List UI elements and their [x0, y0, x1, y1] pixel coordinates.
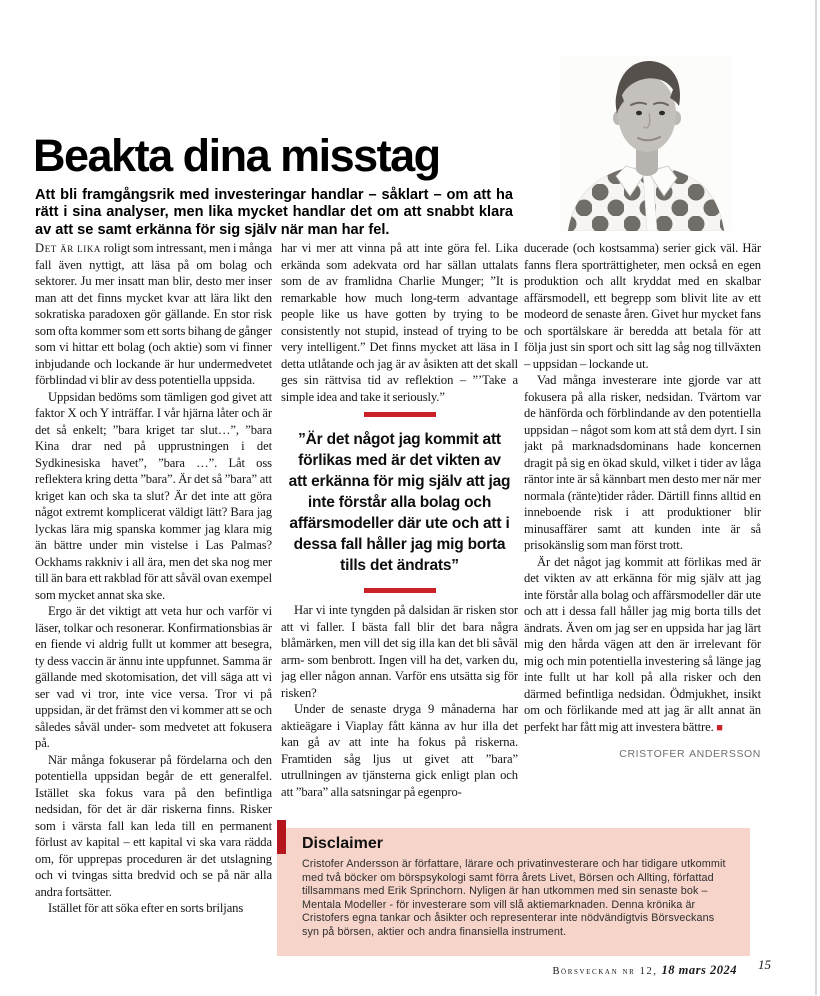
- disclaimer-text: Cristofer Andersson är författare, lärare och privatinvesterare och har tidigare utkommit med två böcker om börspsykologi samt förra årets Livet, Börsen och Allting, författad tillsammans med Erik Sprinchorn. Nyligen är han utkommen med sin senaste bok – Mentala Modeller - för investerare som vill slå aktiemarknaden. Denna krönika är Cristofers egna tankar och åsikter och representerar inte nödvändigtvis Börsveckans syn på börsen, aktier och andra finansiella instrument.: [302, 858, 726, 938]
- page-number: 15: [758, 957, 771, 972]
- issue-date: 18 mars 2024: [661, 963, 737, 977]
- paragraph-text: roligt som intressant, men i många fall även nyttigt, att läsa på om bolag och sektorer. Ju mer insatt man blir, desto mer inser man att det finns mycket kvar att lära likt den sokratiska paradoxen gör gällande. En stor risk som ofta kommer som ett sorts bihang de gånger som vi hittar ett bolag (och aktie) som vi finner inbjudande och lockande är hur undermedvetet förblindad vi blir av dess potentiella uppsida.: [35, 241, 272, 387]
- disclaimer-accent-bar: [277, 820, 286, 854]
- pull-quote-text: ”Är det något jag kommit att förlikas med är det vikten av att erkänna för mig själv att jag inte förstår alla bolag och affärsmodeller där ute och att i dessa fall håller jag mig borta tills det ändrats”: [288, 431, 511, 574]
- pull-quote: [281, 412, 518, 593]
- disclaimer-title: Disclaimer: [302, 835, 383, 852]
- portrait-illustration: [560, 56, 732, 231]
- article-column-1: [35, 240, 272, 996]
- end-of-article-icon: ■: [716, 721, 723, 734]
- pull-quote-bottom-rule: [364, 588, 436, 593]
- author-byline: CRISTOFER ANDERSSON: [619, 748, 761, 760]
- disclaimer-content: [277, 828, 750, 939]
- article-column-2: [281, 240, 518, 828]
- page-footer: [300, 961, 737, 979]
- article-paragraph: Vad många investerare inte gjorde var att fokusera på alla risker, nedsidan. Tvärtom var de hänförda och förblindande av den potentiella uppsidan – något som kom att stå dem dyrt. I sin jakt på marknadsdominans hade koncernen dragit på sig en ökad skuld, vilket i tider av låga räntor inte är så kännbart men desto mer när mer normala (ränte)tider råder. Därtill finns alltid en inneboende risk i att produktioner blir minusaffärer samt att kunden inte är så prisokänslig som man först trott.: [524, 373, 761, 552]
- article-paragraph: Ergo är det viktigt att veta hur och varför vi läser, tolkar och resonerar. Konfirmationsbias är en fiende vi aldrig fullt ut kommer att besegra, ty dess vaccin är ännu inte uppfunnet. Samma är gällande med skotomisation, det vill säga att vi ser vad vi tror, inte vice versa. Tror vi på uppsidan, är det främst den vi kommer att se och således såväl under- som medvetet att fokusera på.: [35, 604, 272, 750]
- article-paragraph: Har vi inte tyngden på dalsidan är risken stor att vi faller. I bästa fall blir det bara några blåmärken, men vill det sig illa kan det bli såväl arm- som benbrott. Ingen vill ha det, varken du, jag eller någon annan. Varför ens utsätta sig för risken?: [281, 603, 518, 700]
- paragraph-text: Är det något jag kommit att förlikas med är det vikten av att erkänna för mig själv att jag inte förstår alla bolag och affärsmodeller där ute och att i dessa fall håller jag mig borta tills det ändrats. Även om jag ser en uppsida har jag lärt mig den hårda vägen att den är irrelevant för mig och min potentiella investering så länge jag inte fullt ut har koll på alla risker och den därmed befintliga nedsidan. Ödmjukhet, insikt om och förlikande med att jag är allt annat än perfekt har fått mig att investera bättre.: [524, 554, 761, 734]
- article-paragraph: [524, 554, 761, 737]
- page-edge-divider: [815, 0, 817, 995]
- article-paragraph: ducerade (och kostsamma) serier gick väl. Här fanns flera sporträttigheter, men också en egen produktion och allt kryddat med en skalbar affärsmodell, ett begrepp som blivit lite av ett modeord de senaste åren. Givet hur mycket fans och sportälskare är beredda att betala för att följa just sin sport och sitt lag såg nog tillväxten – uppsidan – lockande ut.: [524, 241, 761, 371]
- article-paragraph: [35, 240, 272, 389]
- disclaimer-box: [277, 828, 750, 956]
- article-paragraph: har vi mer att vinna på att inte göra fel. Lika erkända som adekvata ord har sällan uttalats som de av framlidna Charlie Munger; ”It is remarkable how much long-term advantage people like us have gotten by trying to be consistently not stupid, instead of trying to be very intelligent.” Det finns mycket att läsa in I detta utlåtande och jag är av åsikten att det skall ges sin rättvisa tid av reflektion – ”’Take a simple idea and take it seriously.”: [281, 241, 518, 404]
- article-paragraph: Under de senaste dryga 9 månaderna har aktieägare i Viaplay fått känna av hur illa det kan gå av att inte ha fokus på riskerna. Framtiden såg ljus ut givet att ”bara” utrullningen av tjänsterna gick enligt plan och att ”bara” alla satsningar på egenpro-: [281, 702, 518, 799]
- article-paragraph: När många fokuserar på fördelarna och den potentiella uppsidan begår de ett generalfel. Istället ska fokus vara på den befintliga nedsidan, för det är där riskerna finns. Risker som i värsta fall kan leda till en permanent förlust av kapital – ett kapital vi ska vara rädda om, för upprepas proceduren är det utslagning och vi tvingas sitta bredvid och se på när alla andra fortsätter.: [35, 752, 272, 899]
- magazine-issue-label: Börsveckan nr 12,: [552, 966, 658, 977]
- smallcaps-lead-in: Det är lika: [35, 241, 102, 255]
- author-portrait-photo: [560, 56, 732, 231]
- page-title: Beakta dina misstag: [33, 130, 440, 182]
- article-paragraph: Istället för att söka efter en sorts briljans: [48, 901, 244, 915]
- article-paragraph: Uppsidan bedöms som tämligen god givet att faktor X och Y inträffar. I vår hjärna låter och är det så enkelt; ”bara kriget tar slut…”, ”bara Kina drar ned på upprustningen i det Sydkinesiska havet”, ”bara …”. Låt oss reflektera kring detta ”bara”. Är det så ”bara” att kriget kan och ska ta slut? Är det inte att göra något extremt komplicerat väldigt lätt? Bara jag lyckas lära mig spanska kommer jag klara mig än bättre under min vistelse i Las Palmas? Ockhams rakkniv i all ära, men det ska nog mer till än bara ett rakblad för att såväl ovan exempel som mycket annat ska ske.: [35, 389, 272, 602]
- pull-quote-top-rule: [364, 412, 436, 417]
- article-column-3: [524, 240, 761, 840]
- lead-paragraph: Att bli framgångsrik med investeringar handlar – såklart – om att ha rätt i sina analyser, men lika mycket handlar det om att snabbt klara av att se samt erkänna för sig själv när man har fel.: [35, 186, 513, 238]
